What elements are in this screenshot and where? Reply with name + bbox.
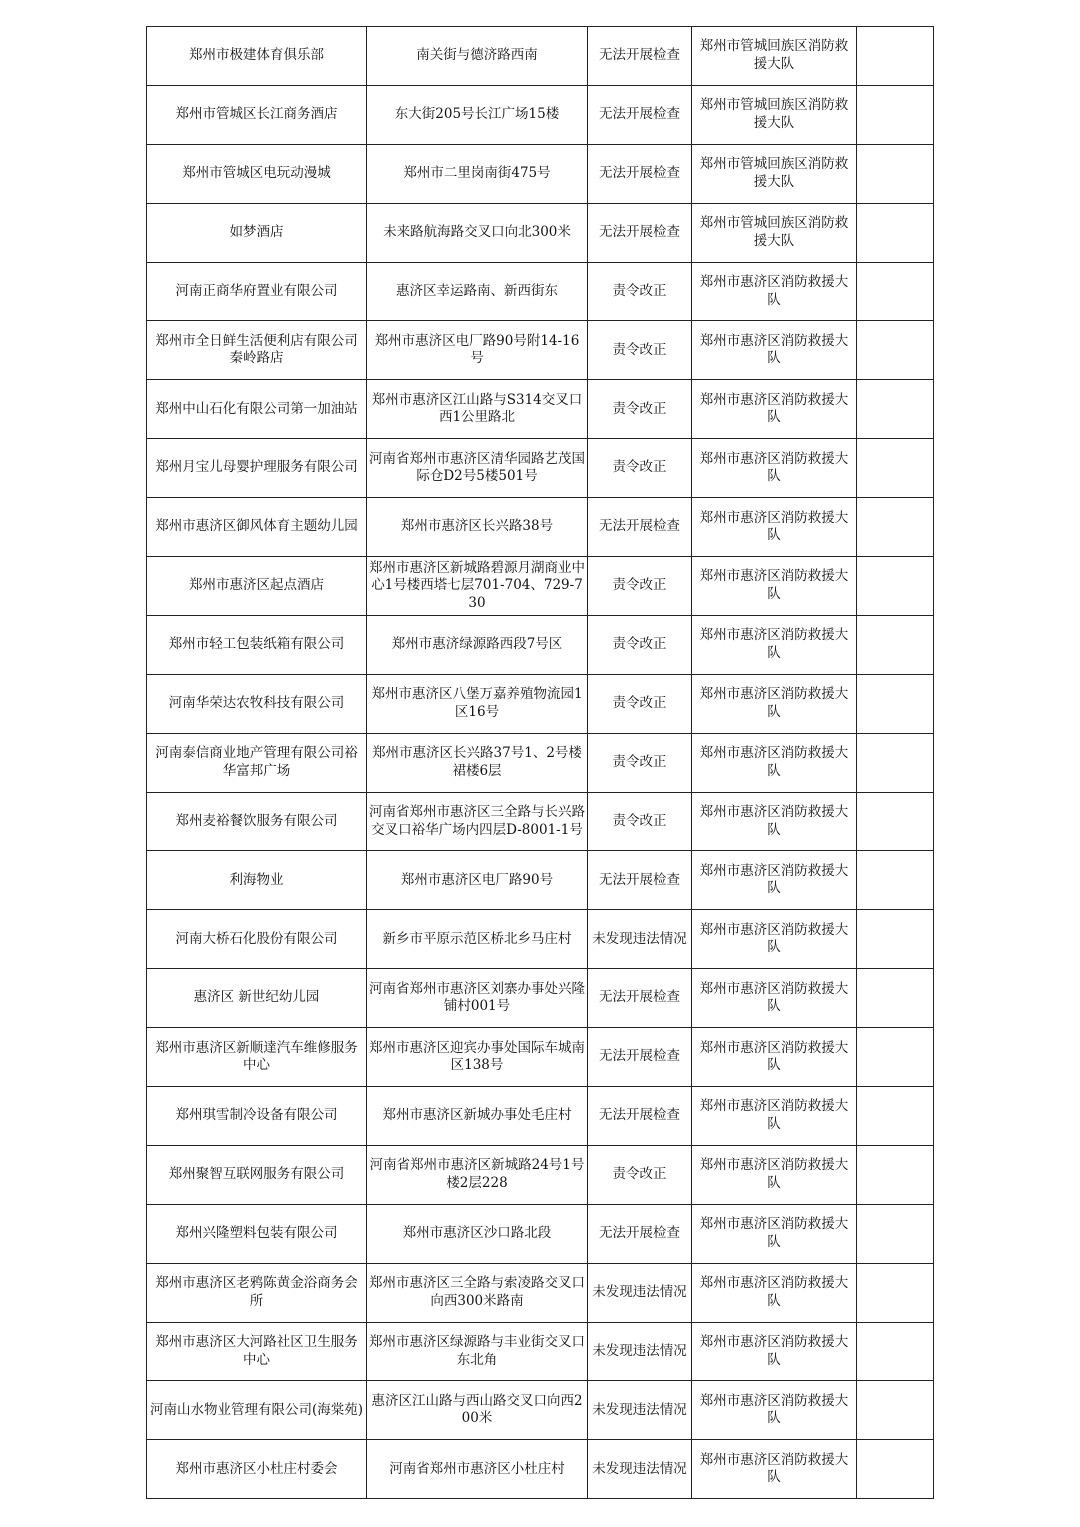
cell-fire-brigade: 郑州市惠济区消防救援大队 <box>692 380 857 439</box>
table-row <box>147 733 934 792</box>
table-row <box>147 1204 934 1263</box>
table-row <box>147 1263 934 1322</box>
table-row <box>147 380 934 439</box>
cell-unit-name: 河南大桥石化股份有限公司 <box>147 910 367 969</box>
cell-fire-brigade: 郑州市惠济区消防救援大队 <box>692 969 857 1028</box>
cell-note <box>857 910 934 969</box>
cell-note <box>857 1322 934 1381</box>
cell-address: 河南省郑州市惠济区清华园路艺茂国际仓D2号5楼501号 <box>367 439 588 498</box>
cell-fire-brigade: 郑州市惠济区消防救援大队 <box>692 262 857 321</box>
cell-inspection-result: 责令改正 <box>588 380 692 439</box>
cell-inspection-result: 责令改正 <box>588 733 692 792</box>
cell-unit-name: 郑州市极建体育俱乐部 <box>147 27 367 86</box>
cell-fire-brigade: 郑州市惠济区消防救援大队 <box>692 1263 857 1322</box>
cell-unit-name: 郑州聚智互联网服务有限公司 <box>147 1145 367 1204</box>
cell-note <box>857 1087 934 1146</box>
cell-inspection-result: 责令改正 <box>588 321 692 380</box>
table-row <box>147 262 934 321</box>
cell-address: 新乡市平原示范区桥北乡马庄村 <box>367 910 588 969</box>
cell-inspection-result: 无法开展检查 <box>588 203 692 262</box>
cell-unit-name: 郑州市惠济区起点酒店 <box>147 557 367 616</box>
table-row <box>147 615 934 674</box>
cell-address: 河南省郑州市惠济区新城路24号1号楼2层228 <box>367 1145 588 1204</box>
cell-fire-brigade: 郑州市惠济区消防救援大队 <box>692 1322 857 1381</box>
cell-fire-brigade: 郑州市惠济区消防救援大队 <box>692 439 857 498</box>
cell-unit-name: 郑州麦裕餐饮服务有限公司 <box>147 792 367 851</box>
cell-address: 南关街与德济路西南 <box>367 27 588 86</box>
table-row <box>147 27 934 86</box>
cell-unit-name: 如梦酒店 <box>147 203 367 262</box>
cell-inspection-result: 未发现违法情况 <box>588 1440 692 1499</box>
cell-inspection-result: 无法开展检查 <box>588 851 692 910</box>
cell-note <box>857 1381 934 1440</box>
cell-inspection-result: 无法开展检查 <box>588 85 692 144</box>
cell-note <box>857 1263 934 1322</box>
cell-unit-name: 河南正商华府置业有限公司 <box>147 262 367 321</box>
table-row <box>147 851 934 910</box>
cell-unit-name: 郑州市惠济区新顺達汽车维修服务中心 <box>147 1028 367 1087</box>
table-row <box>147 1322 934 1381</box>
cell-note <box>857 792 934 851</box>
table-row <box>147 1087 934 1146</box>
cell-unit-name: 郑州市轻工包装纸箱有限公司 <box>147 615 367 674</box>
table-row <box>147 1145 934 1204</box>
table-row <box>147 144 934 203</box>
cell-unit-name: 郑州中山石化有限公司第一加油站 <box>147 380 367 439</box>
table-row <box>147 557 934 616</box>
cell-inspection-result: 无法开展检查 <box>588 1204 692 1263</box>
cell-note <box>857 27 934 86</box>
cell-fire-brigade: 郑州市惠济区消防救援大队 <box>692 1145 857 1204</box>
cell-inspection-result: 责令改正 <box>588 1145 692 1204</box>
cell-fire-brigade: 郑州市惠济区消防救援大队 <box>692 321 857 380</box>
cell-inspection-result: 无法开展检查 <box>588 969 692 1028</box>
cell-fire-brigade: 郑州市管城回族区消防救援大队 <box>692 144 857 203</box>
cell-unit-name: 郑州市管城区电玩动漫城 <box>147 144 367 203</box>
cell-unit-name: 郑州月宝儿母婴护理服务有限公司 <box>147 439 367 498</box>
cell-address: 未来路航海路交叉口向北300米 <box>367 203 588 262</box>
cell-unit-name: 郑州市惠济区御风体育主题幼儿园 <box>147 498 367 557</box>
cell-fire-brigade: 郑州市惠济区消防救援大队 <box>692 1440 857 1499</box>
inspection-table <box>146 26 934 1499</box>
cell-unit-name: 郑州琪雪制冷设备有限公司 <box>147 1087 367 1146</box>
cell-address: 惠济区江山路与西山路交叉口向西200米 <box>367 1381 588 1440</box>
cell-inspection-result: 无法开展检查 <box>588 27 692 86</box>
cell-note <box>857 439 934 498</box>
cell-inspection-result: 未发现违法情况 <box>588 1322 692 1381</box>
cell-address: 郑州市惠济区沙口路北段 <box>367 1204 588 1263</box>
cell-unit-name: 郑州市惠济区小杜庄村委会 <box>147 1440 367 1499</box>
cell-unit-name: 河南泰信商业地产管理有限公司裕华富邦广场 <box>147 733 367 792</box>
cell-address: 郑州市惠济区绿源路与丰业街交叉口东北角 <box>367 1322 588 1381</box>
cell-address: 惠济区幸运路南、新西街东 <box>367 262 588 321</box>
cell-unit-name: 利海物业 <box>147 851 367 910</box>
cell-note <box>857 1145 934 1204</box>
table-row <box>147 910 934 969</box>
cell-unit-name: 惠济区 新世纪幼儿园 <box>147 969 367 1028</box>
cell-note <box>857 262 934 321</box>
cell-fire-brigade: 郑州市惠济区消防救援大队 <box>692 1087 857 1146</box>
cell-address: 河南省郑州市惠济区小杜庄村 <box>367 1440 588 1499</box>
cell-address: 郑州市惠济区长兴路38号 <box>367 498 588 557</box>
cell-inspection-result: 责令改正 <box>588 674 692 733</box>
cell-fire-brigade: 郑州市惠济区消防救援大队 <box>692 1381 857 1440</box>
cell-address: 东大街205号长江广场15楼 <box>367 85 588 144</box>
cell-inspection-result: 无法开展检查 <box>588 498 692 557</box>
cell-address: 郑州市惠济区新城办事处毛庄村 <box>367 1087 588 1146</box>
cell-unit-name: 郑州兴隆塑料包装有限公司 <box>147 1204 367 1263</box>
cell-note <box>857 321 934 380</box>
cell-address: 郑州市惠济绿源路西段7号区 <box>367 615 588 674</box>
cell-address: 郑州市惠济区江山路与S314交叉口西1公里路北 <box>367 380 588 439</box>
cell-note <box>857 733 934 792</box>
table-row <box>147 85 934 144</box>
table-row <box>147 1028 934 1087</box>
table-row <box>147 792 934 851</box>
cell-address: 河南省郑州市惠济区三全路与长兴路交叉口裕华广场内四层D-8001-1号 <box>367 792 588 851</box>
cell-fire-brigade: 郑州市惠济区消防救援大队 <box>692 851 857 910</box>
cell-fire-brigade: 郑州市管城回族区消防救援大队 <box>692 27 857 86</box>
cell-address: 郑州市惠济区三全路与索凌路交叉口向西300米路南 <box>367 1263 588 1322</box>
cell-note <box>857 557 934 616</box>
cell-note <box>857 615 934 674</box>
cell-address: 郑州市惠济区八堡万嘉养殖物流园1区16号 <box>367 674 588 733</box>
cell-fire-brigade: 郑州市惠济区消防救援大队 <box>692 733 857 792</box>
table-row <box>147 439 934 498</box>
cell-fire-brigade: 郑州市管城回族区消防救援大队 <box>692 203 857 262</box>
cell-inspection-result: 责令改正 <box>588 615 692 674</box>
cell-fire-brigade: 郑州市惠济区消防救援大队 <box>692 1028 857 1087</box>
cell-inspection-result: 无法开展检查 <box>588 1028 692 1087</box>
cell-address: 郑州市惠济区迎宾办事处国际车城南区138号 <box>367 1028 588 1087</box>
inspection-table-body <box>147 27 934 1499</box>
cell-address: 河南省郑州市惠济区刘寨办事处兴隆铺村001号 <box>367 969 588 1028</box>
table-row <box>147 321 934 380</box>
cell-address: 郑州市惠济区电厂路90号附14-16号 <box>367 321 588 380</box>
cell-inspection-result: 无法开展检查 <box>588 1087 692 1146</box>
cell-note <box>857 969 934 1028</box>
cell-unit-name: 郑州市管城区长江商务酒店 <box>147 85 367 144</box>
cell-note <box>857 144 934 203</box>
cell-note <box>857 85 934 144</box>
cell-note <box>857 498 934 557</box>
cell-fire-brigade: 郑州市管城回族区消防救援大队 <box>692 85 857 144</box>
cell-fire-brigade: 郑州市惠济区消防救援大队 <box>692 674 857 733</box>
table-row <box>147 203 934 262</box>
cell-note <box>857 203 934 262</box>
table-row <box>147 969 934 1028</box>
cell-inspection-result: 责令改正 <box>588 557 692 616</box>
cell-address: 郑州市惠济区电厂路90号 <box>367 851 588 910</box>
cell-inspection-result: 责令改正 <box>588 262 692 321</box>
cell-fire-brigade: 郑州市惠济区消防救援大队 <box>692 557 857 616</box>
cell-inspection-result: 责令改正 <box>588 792 692 851</box>
cell-unit-name: 郑州市惠济区老鸦陈黄金浴商务会所 <box>147 1263 367 1322</box>
table-row <box>147 1440 934 1499</box>
cell-address: 郑州市二里岗南街475号 <box>367 144 588 203</box>
cell-unit-name: 河南山水物业管理有限公司(海棠苑) <box>147 1381 367 1440</box>
cell-note <box>857 380 934 439</box>
cell-inspection-result: 未发现违法情况 <box>588 1381 692 1440</box>
cell-inspection-result: 未发现违法情况 <box>588 1263 692 1322</box>
table-row <box>147 1381 934 1440</box>
cell-note <box>857 1204 934 1263</box>
cell-inspection-result: 未发现违法情况 <box>588 910 692 969</box>
cell-inspection-result: 无法开展检查 <box>588 144 692 203</box>
cell-fire-brigade: 郑州市惠济区消防救援大队 <box>692 1204 857 1263</box>
cell-fire-brigade: 郑州市惠济区消防救援大队 <box>692 792 857 851</box>
cell-note <box>857 1028 934 1087</box>
cell-fire-brigade: 郑州市惠济区消防救援大队 <box>692 498 857 557</box>
cell-unit-name: 河南华荣达农牧科技有限公司 <box>147 674 367 733</box>
cell-address: 郑州市惠济区新城路碧源月湖商业中心1号楼西塔七层701-704、729-730 <box>367 557 588 616</box>
cell-note <box>857 674 934 733</box>
cell-unit-name: 郑州市惠济区大河路社区卫生服务中心 <box>147 1322 367 1381</box>
cell-address: 郑州市惠济区长兴路37号1、2号楼裙楼6层 <box>367 733 588 792</box>
cell-fire-brigade: 郑州市惠济区消防救援大队 <box>692 910 857 969</box>
cell-fire-brigade: 郑州市惠济区消防救援大队 <box>692 615 857 674</box>
table-row <box>147 674 934 733</box>
cell-note <box>857 1440 934 1499</box>
cell-inspection-result: 责令改正 <box>588 439 692 498</box>
cell-unit-name: 郑州市全日鲜生活便利店有限公司秦岭路店 <box>147 321 367 380</box>
table-row <box>147 498 934 557</box>
cell-note <box>857 851 934 910</box>
